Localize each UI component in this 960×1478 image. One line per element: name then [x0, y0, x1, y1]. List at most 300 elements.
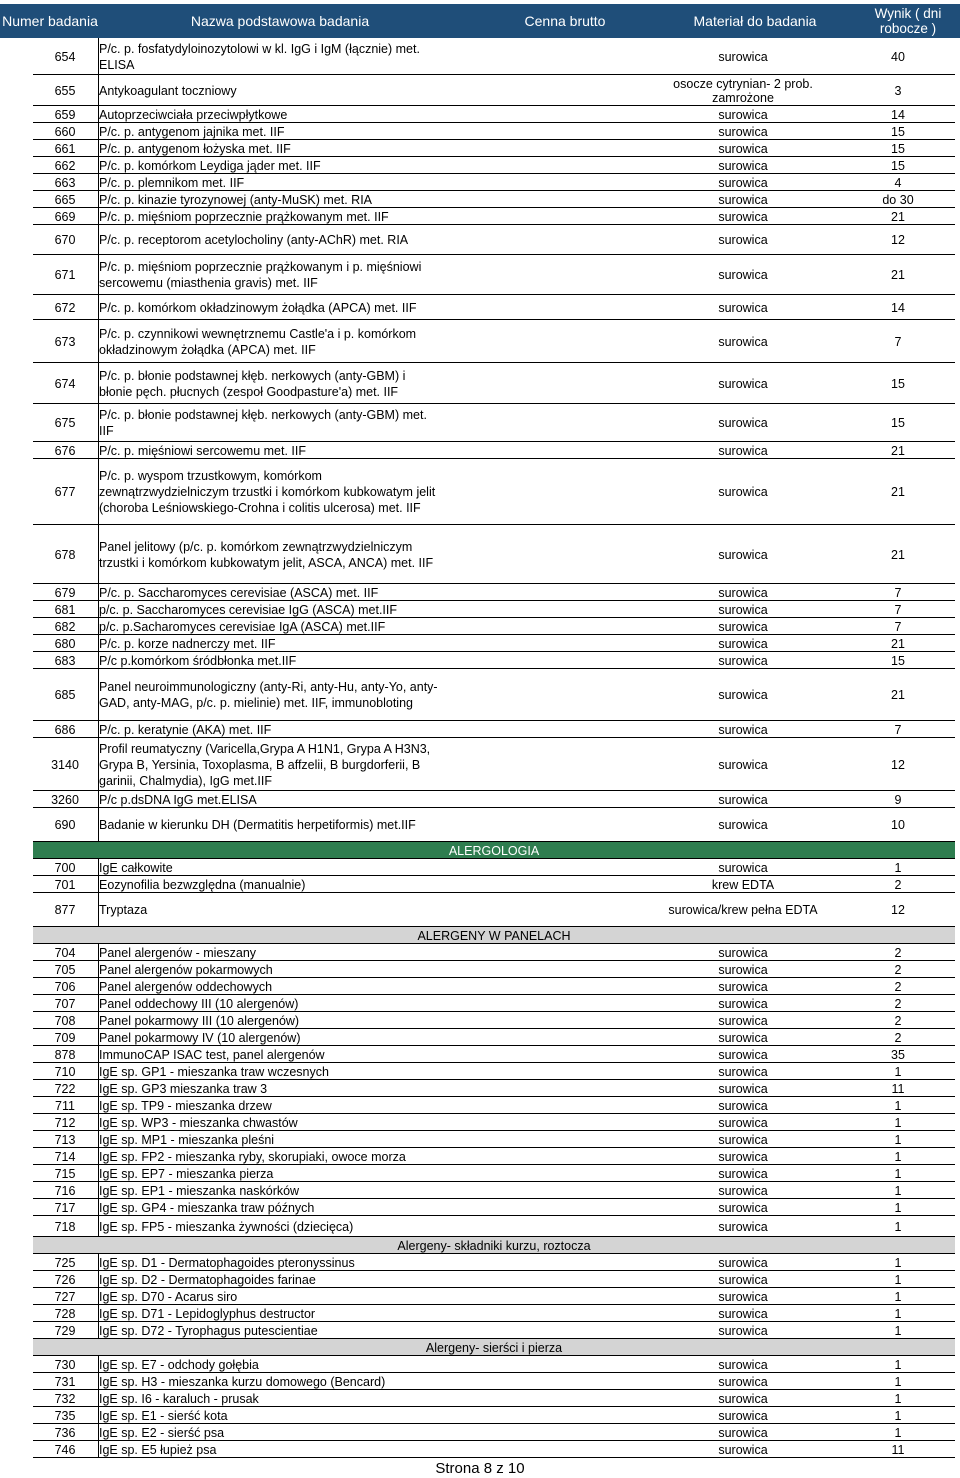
- test-row: [33, 123, 955, 140]
- test-result-days: 14: [891, 300, 905, 315]
- test-result-days: 4: [894, 175, 902, 190]
- test-name: P/c. p. antygenom łożyska met. IIF: [99, 141, 291, 156]
- test-result-days: 15: [891, 141, 905, 156]
- test-result-days: 1: [894, 1391, 902, 1406]
- test-name: P/c p.komórkom śródbłonka met.IIF: [99, 653, 297, 668]
- test-material: surowica: [718, 141, 768, 156]
- test-material: surowica: [718, 1391, 768, 1406]
- test-name: P/c. p. mięśniom poprzecznie prążkowanym met. IIF: [99, 209, 389, 224]
- test-result-days: 2: [894, 996, 902, 1011]
- test-row: [33, 738, 955, 791]
- test-row: [33, 1012, 955, 1029]
- test-name: P/c. p. korze nadnerczy met. IIF: [99, 636, 276, 651]
- column-divider: [98, 525, 99, 584]
- test-name: P/c. p. mięśniom poprzecznie prążkowanym i p. mięśniowi sercowemu (miasthenia gravis) met. IIF: [99, 260, 422, 290]
- column-divider: [98, 961, 99, 978]
- test-result-days: 21: [891, 688, 905, 702]
- test-name: p/c. p. Saccharomyces cerevisiae IgG (ASCA) met.IIF: [99, 602, 398, 617]
- test-number: 700: [54, 860, 76, 875]
- test-name: Panel jelitowy (p/c. p. komórkom zewnątrzwydzielniczym trzustki i komórkom kubkowatym jelit, ASCA, ANCA) met. IIF: [99, 539, 434, 570]
- test-name: IgE sp. TP9 - mieszanka drzew: [99, 1098, 272, 1113]
- test-number: 735: [54, 1408, 76, 1423]
- test-result-days: 12: [891, 903, 905, 917]
- test-number: 722: [54, 1081, 76, 1096]
- column-divider: [98, 876, 99, 893]
- test-row: [33, 1305, 955, 1322]
- test-material: surowica: [718, 1374, 768, 1389]
- test-number: 681: [54, 602, 76, 617]
- test-number: 679: [54, 585, 76, 600]
- test-material: surowica: [718, 124, 768, 139]
- test-material: surowica: [718, 1183, 768, 1198]
- test-result-days: 35: [891, 1047, 905, 1062]
- test-name: IgE sp. D71 - Lepidoglyphus destructor: [99, 1306, 316, 1321]
- test-name: P/c. p. czynnikowi wewnętrznemu Castle'a i p. komórkom okładzinowym żołądka (APCA) met. IIF: [99, 326, 417, 357]
- section-title: ALERGENY W PANELACH: [417, 928, 571, 943]
- test-result-days: 10: [891, 818, 905, 832]
- test-material: surowica: [718, 158, 768, 173]
- test-number: 659: [54, 107, 76, 122]
- test-number: 673: [54, 334, 76, 349]
- test-material: surowica: [718, 945, 768, 960]
- column-divider: [98, 1097, 99, 1114]
- column-divider: [98, 404, 99, 442]
- test-row: [33, 1356, 955, 1373]
- test-row: [33, 961, 955, 978]
- test-name: IgE sp. MP1 - mieszanka pleśni: [99, 1132, 275, 1147]
- test-row: [33, 1097, 955, 1114]
- test-number: 3140: [51, 757, 79, 772]
- column-divider: [98, 618, 99, 635]
- test-name: P/c. p. receptorom acetylocholiny (anty-AChR) met. RIA: [99, 233, 409, 247]
- test-result-days: 1: [894, 1115, 902, 1130]
- test-material: surowica: [718, 722, 768, 737]
- test-number: 3260: [51, 792, 79, 807]
- test-row: [33, 1254, 955, 1271]
- test-row: [33, 652, 955, 669]
- test-result-days: 11: [891, 1442, 905, 1457]
- test-material: surowica: [718, 688, 768, 702]
- test-row: [33, 525, 955, 584]
- test-name: Panel alergenów oddechowych: [99, 979, 273, 994]
- test-material: surowica: [718, 192, 768, 207]
- test-material: surowica: [718, 1357, 768, 1372]
- test-row: [33, 893, 955, 927]
- test-material: surowica: [718, 1030, 768, 1045]
- column-divider: [98, 893, 99, 927]
- test-number: 680: [54, 636, 76, 651]
- test-row: [33, 1199, 955, 1216]
- column-divider: [98, 442, 99, 459]
- test-number: 674: [54, 376, 76, 391]
- header-material: Materiał do badania: [693, 12, 817, 29]
- test-material: surowica: [718, 818, 768, 832]
- test-material: surowica: [718, 209, 768, 224]
- test-result-days: 12: [891, 757, 905, 772]
- test-material: surowica: [718, 416, 768, 430]
- test-name: IgE sp. GP4 - mieszanka traw późnych: [99, 1200, 315, 1215]
- test-number: 686: [54, 722, 76, 737]
- test-result-days: 3: [894, 83, 902, 98]
- test-row: [33, 808, 955, 842]
- test-name: P/c. p. wyspom trzustkowym, komórkom zewnątrzwydzielniczym trzustki i komórkom kubkowatym jelit (choroba Leśniowskiego-Crohna i colitis ulcerosa) met. IIF: [99, 469, 436, 515]
- column-divider: [98, 1012, 99, 1029]
- test-material: surowica: [718, 175, 768, 190]
- column-divider: [98, 38, 99, 75]
- test-row: [33, 791, 955, 808]
- test-number: 670: [54, 233, 76, 247]
- test-row: [33, 320, 955, 363]
- test-result-days: 2: [894, 945, 902, 960]
- test-number: 746: [54, 1442, 76, 1457]
- test-number: 717: [54, 1200, 76, 1215]
- column-divider: [98, 174, 99, 191]
- test-row: [33, 1080, 955, 1097]
- test-name: P/c. p. keratynie (AKA) met. IIF: [99, 722, 272, 737]
- test-name: P/c. p. komórkom okładzinowym żołądka (APCA) met. IIF: [99, 300, 417, 315]
- test-number: 704: [54, 945, 76, 960]
- test-row: [33, 1182, 955, 1199]
- test-material: surowica: [718, 334, 768, 349]
- column-divider: [98, 1063, 99, 1080]
- test-result-days: do 30: [882, 192, 914, 207]
- column-divider: [98, 721, 99, 738]
- test-material: surowica: [718, 757, 768, 772]
- test-material: surowica: [718, 1323, 768, 1338]
- test-material: surowica: [718, 49, 768, 64]
- test-row: [33, 584, 955, 601]
- column-divider: [98, 1288, 99, 1305]
- test-number: 678: [54, 547, 76, 562]
- test-row: [33, 1063, 955, 1080]
- test-row: [33, 1046, 955, 1063]
- test-number: 710: [54, 1064, 76, 1079]
- test-result-days: 9: [894, 792, 902, 807]
- test-material: surowica: [718, 485, 768, 499]
- test-result-days: 2: [894, 1030, 902, 1045]
- test-number: 730: [54, 1357, 76, 1372]
- test-name: IgE całkowite: [99, 860, 173, 875]
- test-result-days: 1: [894, 1357, 902, 1372]
- test-name: Panel pokarmowy III (10 alergenów): [99, 1013, 300, 1028]
- column-divider: [98, 1271, 99, 1288]
- test-number: 677: [54, 485, 76, 499]
- test-material: surowica: [718, 619, 768, 634]
- column-divider: [98, 320, 99, 363]
- column-divider: [98, 1407, 99, 1424]
- test-row: [33, 140, 955, 157]
- test-number: 712: [54, 1115, 76, 1130]
- column-divider: [98, 652, 99, 669]
- test-number: 709: [54, 1030, 76, 1045]
- test-result-days: 40: [891, 49, 905, 64]
- test-name: IgE sp. I6 - karaluch - prusak: [99, 1391, 259, 1406]
- column-divider: [98, 75, 99, 106]
- test-number: 707: [54, 996, 76, 1011]
- test-name: P/c. p. fosfatydyloinozytolowi w kl. IgG i IgM (łącznie) met. ELISA: [99, 41, 420, 72]
- test-name: IgE sp. E7 - odchody gołębia: [99, 1357, 259, 1372]
- test-name: IgE sp. E2 - sierść psa: [99, 1425, 225, 1440]
- test-result-days: 11: [891, 1081, 905, 1096]
- test-name: Antykoagulant toczniowy: [99, 83, 237, 98]
- test-name: Eozynofilia bezwzględna (manualnie): [99, 877, 306, 892]
- test-number: 877: [54, 903, 76, 917]
- test-material: surowica: [718, 653, 768, 668]
- test-result-days: 15: [891, 158, 905, 173]
- test-row: [33, 1441, 955, 1458]
- column-divider: [98, 1373, 99, 1390]
- column-divider: [98, 584, 99, 601]
- test-result-days: 15: [891, 124, 905, 139]
- test-row: [33, 1407, 955, 1424]
- column-divider: [98, 1441, 99, 1458]
- column-divider: [98, 808, 99, 842]
- test-row: [33, 404, 955, 442]
- section-header: [33, 1237, 955, 1254]
- test-row: [33, 1288, 955, 1305]
- test-name: ImmunoCAP ISAC test, panel alergenów: [99, 1047, 325, 1062]
- test-result-days: 1: [894, 1408, 902, 1423]
- test-number: 711: [55, 1098, 75, 1113]
- test-material: surowica: [718, 107, 768, 122]
- test-name: p/c. p.Sacharomyces cerevisiae IgA (ASCA) met.IIF: [99, 619, 386, 634]
- test-result-days: 15: [891, 653, 905, 668]
- test-name: IgE sp. E5 łupież psa: [99, 1442, 217, 1457]
- test-number: 727: [54, 1289, 76, 1304]
- test-name: IgE sp. EP7 - mieszanka pierza: [99, 1166, 274, 1181]
- test-material: surowica: [718, 1289, 768, 1304]
- test-result-days: 1: [894, 1219, 902, 1234]
- column-divider: [98, 635, 99, 652]
- test-material: surowica: [718, 1442, 768, 1457]
- column-divider: [98, 978, 99, 995]
- test-number: 731: [54, 1374, 76, 1389]
- column-divider: [98, 157, 99, 174]
- test-row: [33, 1390, 955, 1407]
- column-divider: [98, 1356, 99, 1373]
- test-result-days: 1: [894, 1272, 902, 1287]
- test-name: Panel alergenów - mieszany: [99, 945, 257, 960]
- test-name: IgE sp. GP1 - mieszanka traw wczesnych: [99, 1064, 329, 1079]
- test-material: surowica: [718, 996, 768, 1011]
- test-name: IgE sp. GP3 mieszanka traw 3: [99, 1081, 268, 1096]
- column-divider: [98, 1114, 99, 1131]
- column-divider: [98, 191, 99, 208]
- test-number: 713: [54, 1132, 76, 1147]
- test-result-days: 1: [894, 1183, 902, 1198]
- test-name: IgE sp. FP2 - mieszanka ryby, skorupiaki, owoce morza: [99, 1149, 406, 1164]
- test-name: P/c. p. antygenom jajnika met. IIF: [99, 124, 285, 139]
- test-name: IgE sp. EP1 - mieszanka naskórków: [99, 1183, 300, 1198]
- header-price: Cenna brutto: [524, 12, 606, 29]
- test-material: surowica: [718, 1219, 768, 1234]
- test-name: IgE sp. D70 - Acarus siro: [99, 1289, 238, 1304]
- test-result-days: 1: [894, 1374, 902, 1389]
- test-number: 729: [54, 1323, 76, 1338]
- test-name: Panel pokarmowy IV (10 alergenów): [99, 1030, 301, 1045]
- test-result-days: 1: [894, 1425, 902, 1440]
- test-number: 654: [54, 49, 76, 64]
- test-row: [33, 1424, 955, 1441]
- column-divider: [98, 1029, 99, 1046]
- test-number: 663: [54, 175, 76, 190]
- test-material: surowica: [718, 1255, 768, 1270]
- test-name: P/c. p. błonie podstawnej kłęb. nerkowych (anty-GBM) met. IIF: [99, 408, 427, 438]
- test-material: surowica: [718, 1064, 768, 1079]
- test-name: Autoprzeciwciała przeciwpłytkowe: [99, 107, 288, 122]
- test-row: [33, 363, 955, 404]
- test-row: [33, 295, 955, 320]
- test-row: [33, 459, 955, 525]
- test-result-days: 7: [894, 619, 902, 634]
- test-result-days: 2: [894, 962, 902, 977]
- test-row: [33, 721, 955, 738]
- test-result-days: 7: [894, 722, 902, 737]
- test-number: 714: [54, 1149, 76, 1164]
- column-divider: [98, 1305, 99, 1322]
- test-number: 732: [54, 1391, 76, 1406]
- test-result-days: 1: [894, 1289, 902, 1304]
- test-row: [33, 1114, 955, 1131]
- test-row: [33, 191, 955, 208]
- test-material: surowica: [718, 1013, 768, 1028]
- test-number: 701: [54, 877, 76, 892]
- test-result-days: 21: [891, 547, 905, 562]
- column-divider: [98, 1080, 99, 1097]
- test-result-days: 1: [894, 1255, 902, 1270]
- test-material: surowica: [718, 1166, 768, 1181]
- header-result-days: Wynik ( dni robocze ): [874, 6, 942, 36]
- test-material: surowica: [718, 233, 768, 247]
- column-divider: [98, 255, 99, 295]
- test-material: surowica: [718, 300, 768, 315]
- test-material: surowica: [718, 962, 768, 977]
- test-result-days: 1: [894, 1064, 902, 1079]
- test-result-days: 1: [894, 860, 902, 875]
- section-header: [33, 842, 955, 859]
- test-row: [33, 442, 955, 459]
- test-material: surowica: [718, 443, 768, 458]
- column-divider: [98, 140, 99, 157]
- column-divider: [98, 363, 99, 404]
- test-row: [33, 255, 955, 295]
- test-row: [33, 618, 955, 635]
- test-name: P/c p.dsDNA IgG met.ELISA: [99, 792, 257, 807]
- test-number: 690: [54, 818, 76, 832]
- test-result-days: 7: [894, 602, 902, 617]
- test-material: surowica: [718, 1047, 768, 1062]
- test-name: IgE sp. D2 - Dermatophagoides farinae: [99, 1272, 316, 1287]
- header-number: Numer badania: [2, 12, 98, 29]
- test-name: Tryptaza: [99, 903, 148, 917]
- test-material: surowica: [718, 1115, 768, 1130]
- test-number: 685: [54, 688, 76, 702]
- test-name: P/c. p. błonie podstawnej kłęb. nerkowych (anty-GBM) i błonie pęch. płucnych (zespoł Goodpasture'a) met. IIF: [99, 368, 406, 399]
- test-name: IgE sp. FP5 - mieszanka żywności (dziecięca): [99, 1219, 354, 1234]
- column-divider: [98, 295, 99, 320]
- column-divider: [98, 1046, 99, 1063]
- test-name: Panel alergenów pokarmowych: [99, 962, 273, 977]
- test-number: 661: [54, 141, 76, 156]
- test-result-days: 21: [891, 636, 905, 651]
- column-divider: [98, 1390, 99, 1407]
- test-number: 725: [54, 1255, 76, 1270]
- test-row: [33, 876, 955, 893]
- test-row: [33, 208, 955, 225]
- section-title: ALERGOLOGIA: [448, 843, 540, 858]
- test-result-days: 21: [891, 443, 905, 458]
- test-name: IgE sp. D72 - Tyrophagus putescientiae: [99, 1323, 318, 1338]
- test-result-days: 2: [894, 1013, 902, 1028]
- column-divider: [98, 738, 99, 791]
- test-material: surowica: [718, 1425, 768, 1440]
- test-number: 669: [54, 209, 76, 224]
- section-title: Alergeny- sierści i pierza: [425, 1340, 563, 1355]
- column-divider: [98, 106, 99, 123]
- test-number: 718: [54, 1219, 76, 1234]
- test-name: IgE sp. D1 - Dermatophagoides pteronyssinus: [99, 1255, 355, 1270]
- test-number: 716: [54, 1183, 76, 1198]
- test-row: [33, 106, 955, 123]
- test-row: [33, 1373, 955, 1390]
- test-row: [33, 1029, 955, 1046]
- test-row: [33, 75, 955, 106]
- test-material: surowica: [718, 585, 768, 600]
- test-number: 736: [54, 1425, 76, 1440]
- test-result-days: 21: [891, 485, 905, 499]
- page-number: Strona 8 z 10: [435, 1460, 525, 1477]
- column-divider: [98, 225, 99, 255]
- test-row: [33, 978, 955, 995]
- column-divider: [98, 1131, 99, 1148]
- section-header: [33, 927, 955, 944]
- section-title: Alergeny- składniki kurzu, roztocza: [397, 1238, 591, 1253]
- test-result-days: 1: [894, 1132, 902, 1147]
- test-number: 728: [54, 1306, 76, 1321]
- test-number: 662: [54, 158, 76, 173]
- test-number: 705: [54, 962, 76, 977]
- column-divider: [98, 669, 99, 721]
- test-name: P/c. p. plemnikom met. IIF: [99, 175, 245, 190]
- test-material: surowica: [718, 979, 768, 994]
- test-number: 878: [54, 1047, 76, 1062]
- test-result-days: 7: [894, 585, 902, 600]
- test-result-days: 1: [894, 1200, 902, 1215]
- test-row: [33, 859, 955, 876]
- test-number: 671: [54, 268, 76, 282]
- column-divider: [98, 1182, 99, 1199]
- column-divider: [98, 791, 99, 808]
- test-row: [33, 1271, 955, 1288]
- test-result-days: 1: [894, 1166, 902, 1181]
- test-result-days: 14: [891, 107, 905, 122]
- test-material: surowica: [718, 636, 768, 651]
- column-divider: [98, 1216, 99, 1237]
- test-row: [33, 944, 955, 961]
- test-name: P/c. p. komórkom Leydiga jąder met. IIF: [99, 158, 321, 173]
- test-result-days: 1: [894, 1323, 902, 1338]
- test-number: 676: [54, 443, 76, 458]
- test-name: Badanie w kierunku DH (Dermatitis herpetiformis) met.IIF: [99, 818, 416, 832]
- column-divider: [98, 1199, 99, 1216]
- test-number: 706: [54, 979, 76, 994]
- test-material: surowica: [718, 602, 768, 617]
- test-name: Panel neuroimmunologiczny (anty-Ri, anty-Hu, anty-Yo, anty- GAD, anty-MAG, p/c. p. mielinie) met. IIF, immunobloting: [99, 680, 438, 710]
- test-row: [33, 38, 955, 75]
- test-material: surowica: [718, 1408, 768, 1423]
- test-number: 660: [54, 124, 76, 139]
- test-material: surowica: [718, 268, 768, 282]
